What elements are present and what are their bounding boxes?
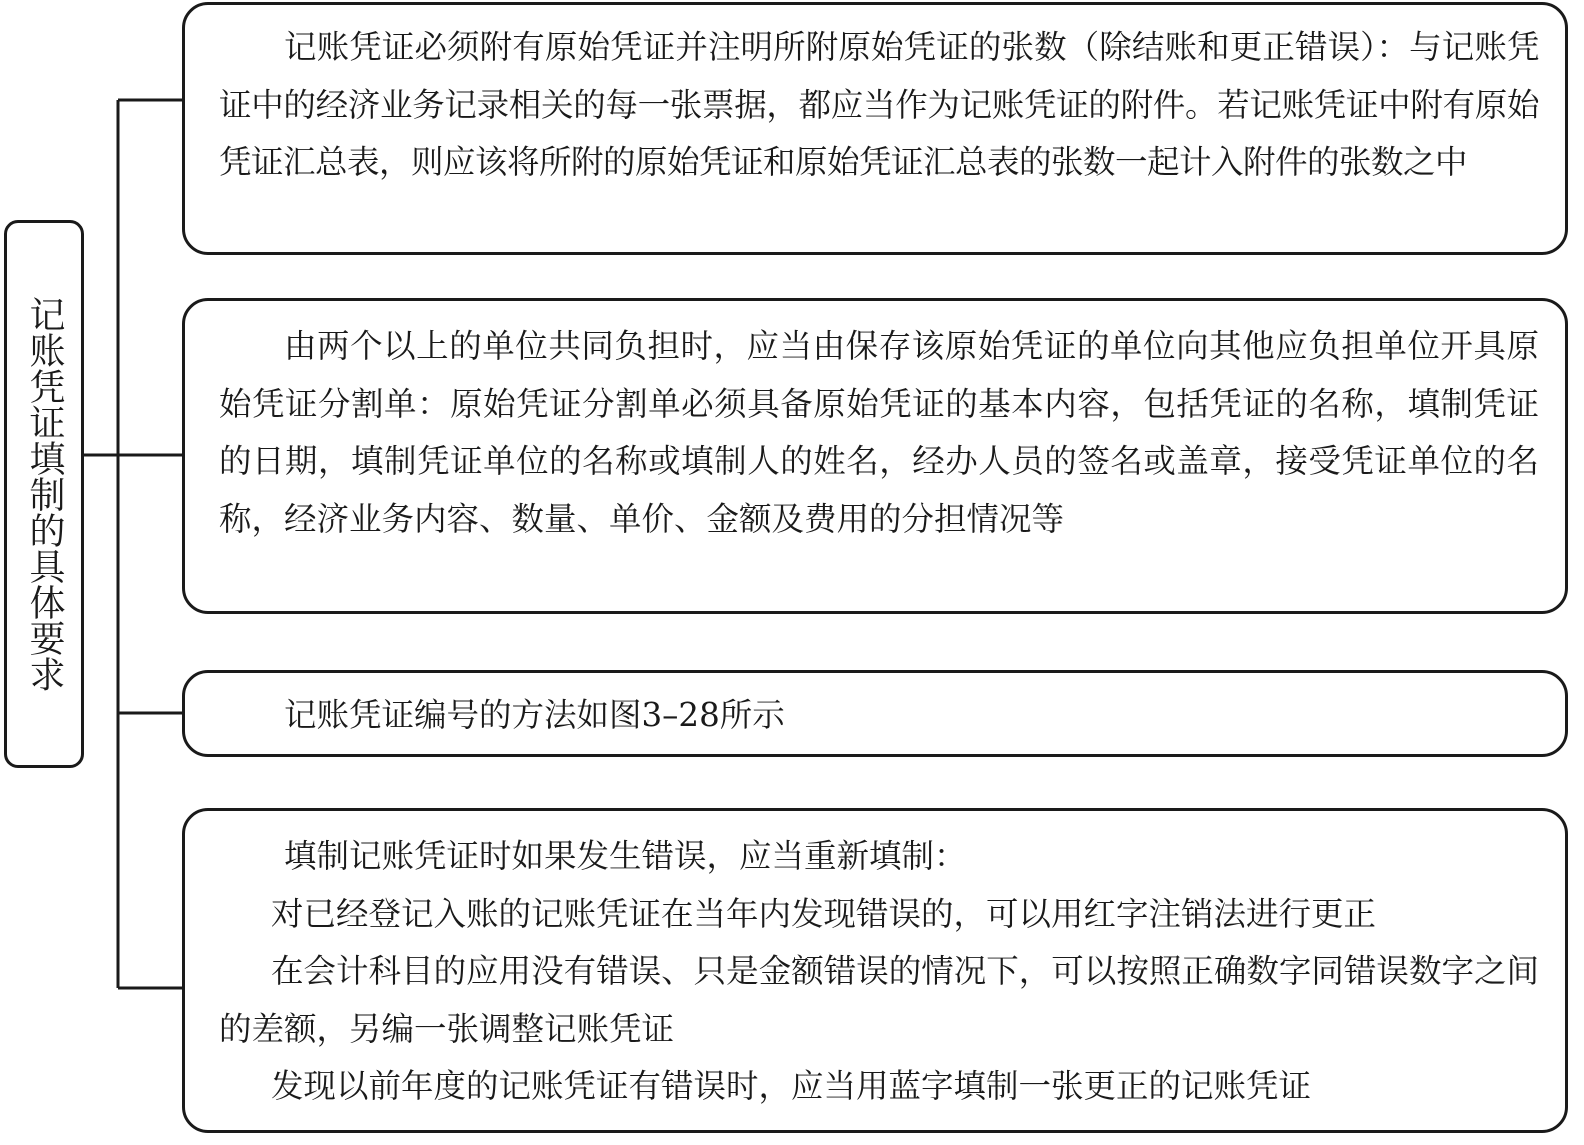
branch-error-correction-item: 对已经登记入账的记账凭证在当年内发现错误的，可以用红字注销法进行更正 bbox=[271, 894, 1377, 933]
root-label: 记账凭证填制的具体要求 bbox=[24, 296, 65, 692]
branch-attachments-text: 记账凭证必须附有原始凭证并注明所附原始凭证的张数（除结账和更正错误）：与记账凭证中的经济业务记录相关的每一张票据，都应当作为记账凭证的附件。若记账凭证中附有原始凭证汇总表，则应该将所附的原始凭证和原始凭证汇总表的张数一起计入附件的张数之中 bbox=[219, 28, 1539, 181]
branch-error-correction-item: 在会计科目的应用没有错误、只是金额错误的情况下，可以按照正确数字同错误数字之间的差额，另编一张调整记账凭证 bbox=[219, 952, 1539, 1048]
branch-error-correction-intro: 填制记账凭证时如果发生错误，应当重新填制： bbox=[284, 837, 967, 875]
branch-error-correction-item: 发现以前年度的记账凭证有错误时，应当用蓝字填制一张更正的记账凭证 bbox=[271, 1067, 1312, 1105]
branch-split-voucher-text: 由两个以上的单位共同负担时，应当由保存该原始凭证的单位向其他应负担单位开具原始凭证分割单：原始凭证分割单必须具备原始凭证的基本内容，包括凭证的名称，填制凭证的日期，填制凭证单位的名称或填制人的姓名，经办人员的签名或盖章，接受凭证单位的名称，经济业务内容、数量、单价、金额及费用的分担情况等 bbox=[219, 327, 1539, 538]
root-node bbox=[4, 220, 84, 768]
branch-attachments bbox=[182, 2, 1568, 255]
branch-numbering bbox=[182, 670, 1568, 757]
branch-numbering-text: 记账凭证编号的方法如图3–28所示 bbox=[284, 696, 785, 734]
branch-error-correction bbox=[182, 808, 1568, 1133]
branch-split-voucher bbox=[182, 298, 1568, 614]
